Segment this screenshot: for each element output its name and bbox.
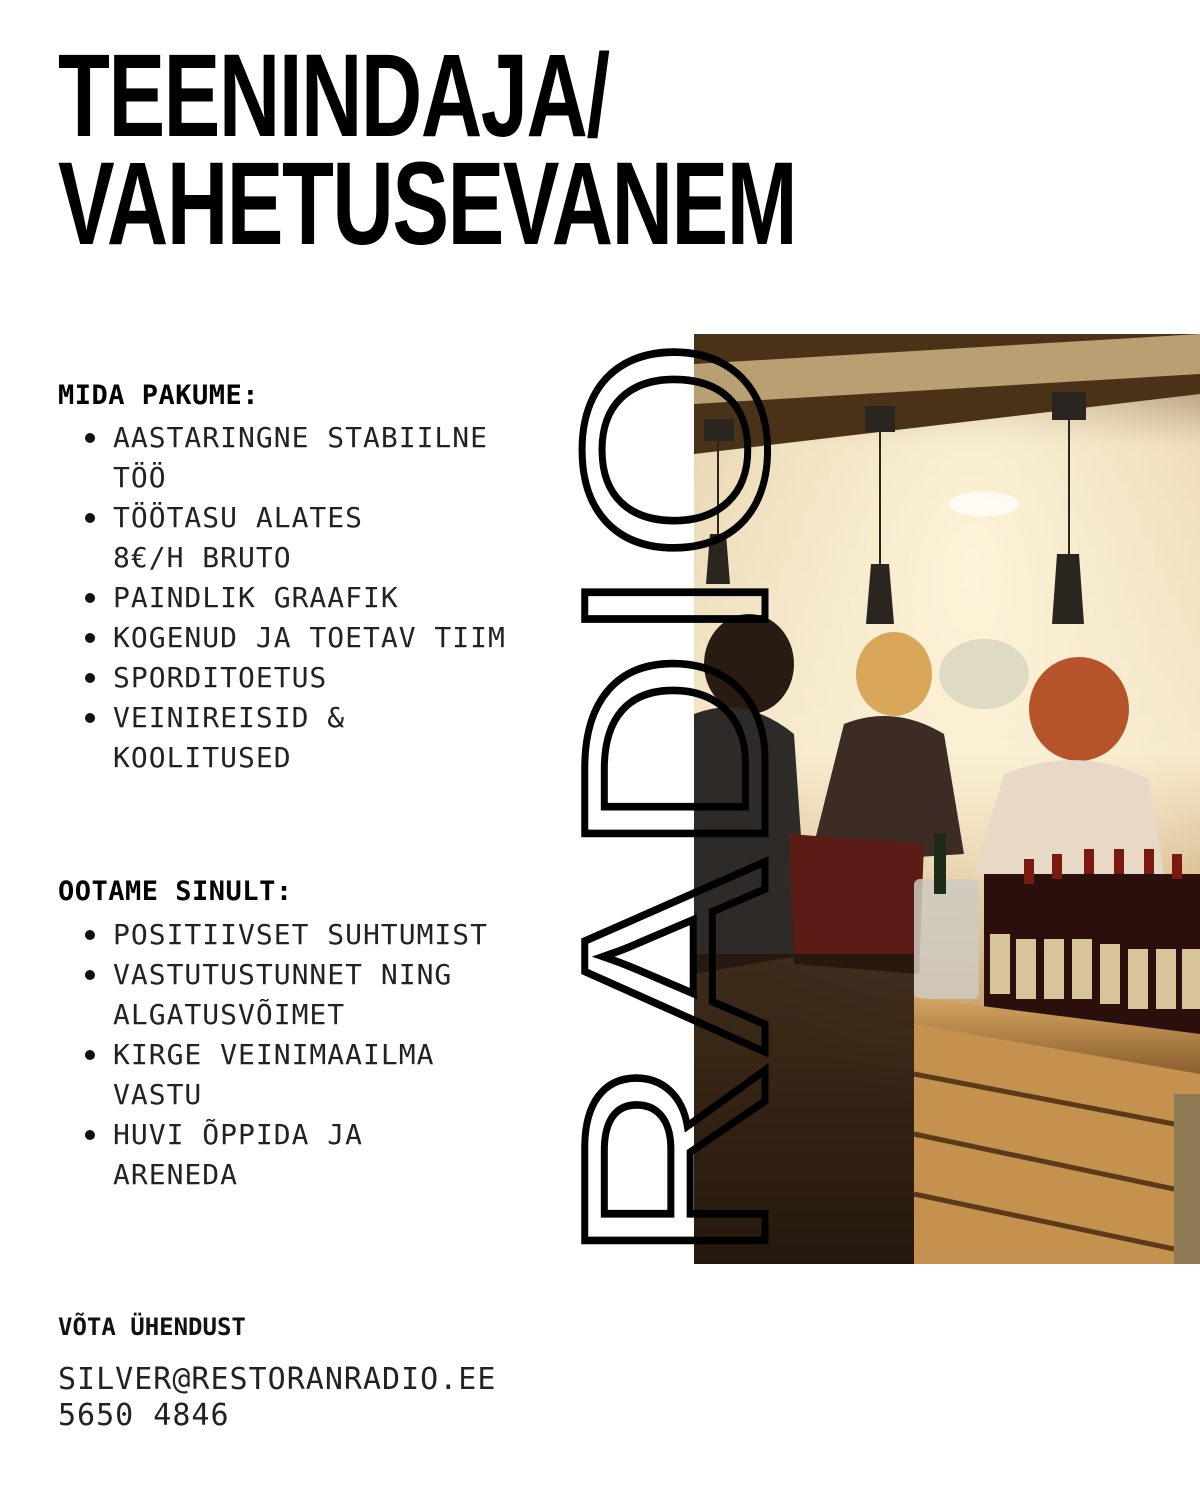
list-item: [80, 498, 403, 578]
logo-text: [528, 334, 821, 1264]
contact-email[interactable]: SILVER@RESTORANRADIO.EE: [58, 1362, 497, 1397]
radio-logo: [528, 334, 821, 1264]
bullet-icon: [85, 673, 95, 683]
title-line-2: VAHETUSEVANEM: [58, 138, 797, 270]
list-item-text: SPORDITOETUS: [113, 661, 328, 694]
list-item-text: HUVI ÕPPIDA JA ARENEDA: [113, 1118, 364, 1191]
list-item-text: TÖÖTASU ALATES 8€/H BRUTO: [113, 501, 399, 574]
bullet-icon: [85, 513, 95, 523]
expect-list: [80, 915, 550, 1195]
bullet-icon: [85, 930, 95, 940]
list-item-text: KIRGE VEINIMAAILMA VASTU: [113, 1038, 435, 1111]
bullet-icon: [85, 433, 95, 443]
bullet-icon: [85, 970, 95, 980]
logo-word: RADIO: [528, 414, 821, 1264]
contact-phone[interactable]: 5650 4846: [58, 1398, 230, 1433]
bullet-icon: [85, 593, 95, 603]
title-line-1: TEENINDAJA/: [58, 30, 609, 162]
list-item-text: AASTARINGNE STABIILNE TÖÖ: [113, 421, 489, 494]
contact-heading: VÕTA ÜHENDUST: [58, 1313, 246, 1341]
page-title: [58, 30, 797, 270]
list-item: [80, 418, 513, 498]
offer-heading: MIDA PAKUME:: [58, 380, 260, 411]
list-item-text: VEINIREISID & KOOLITUSED: [113, 701, 346, 774]
list-item: [80, 955, 533, 1035]
bullet-icon: [85, 713, 95, 723]
list-item: [80, 618, 593, 658]
offer-list: [80, 418, 550, 778]
expect-heading: OOTAME SINULT:: [58, 876, 293, 907]
list-item: [80, 698, 403, 778]
list-item: [80, 658, 550, 698]
bullet-icon: [85, 1050, 95, 1060]
list-item-text: POSITIIVSET SUHTUMIST: [113, 918, 489, 951]
list-item-text: KOGENUD JA TOETAV TIIM: [113, 621, 506, 654]
bullet-icon: [85, 633, 95, 643]
list-item: [80, 1115, 423, 1195]
bullet-icon: [85, 1130, 95, 1140]
list-item: [80, 915, 593, 955]
list-item-text: PAINDLIK GRAAFIK: [113, 581, 399, 614]
list-item: [80, 1035, 483, 1115]
list-item-text: VASTUTUSTUNNET NING ALGATUSVÕIMET: [113, 958, 453, 1031]
list-item: [80, 578, 550, 618]
